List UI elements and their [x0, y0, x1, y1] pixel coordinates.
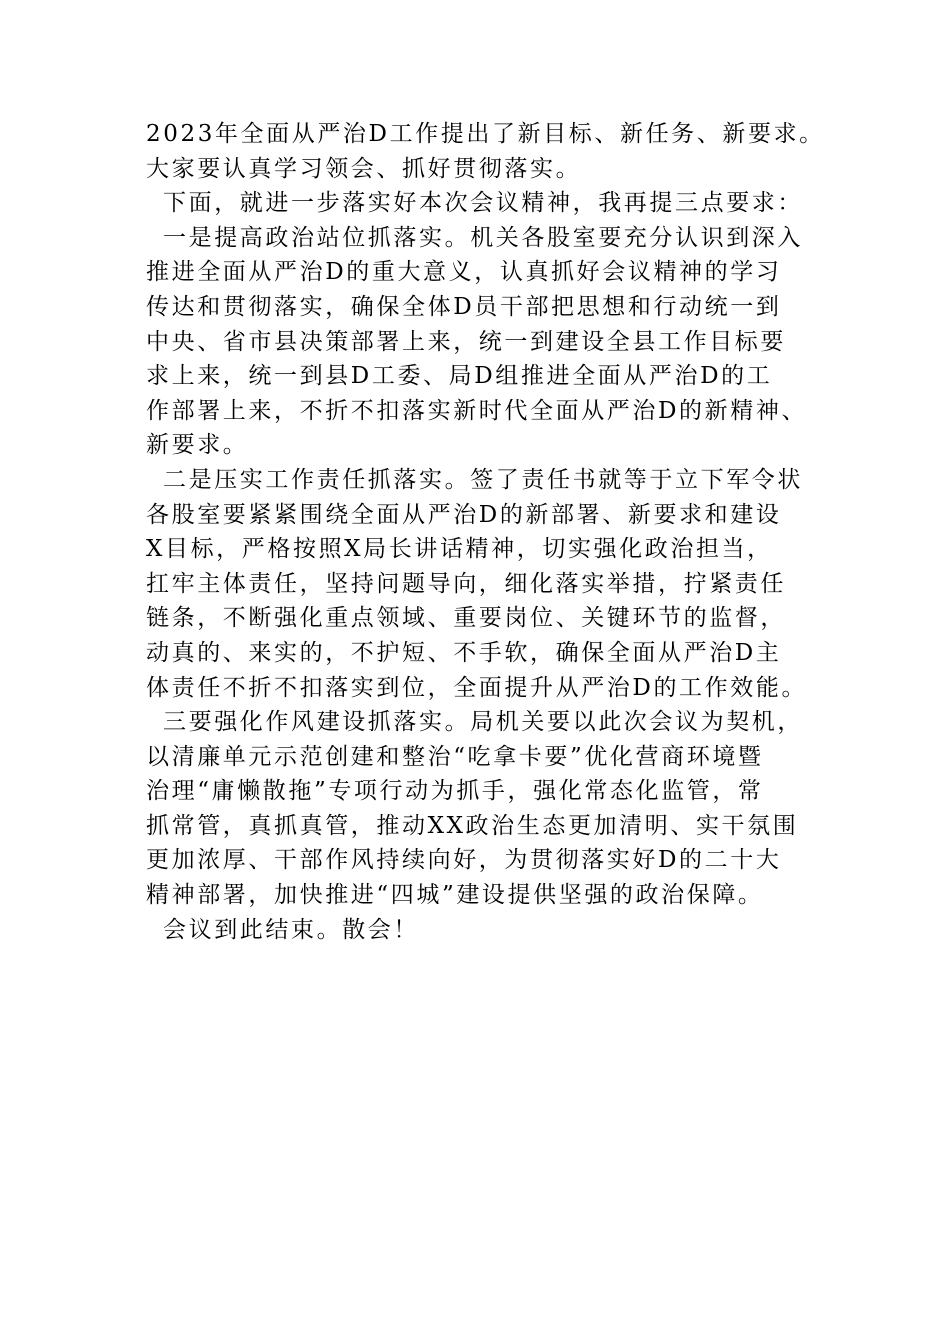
- text-line: X目标，严格按照X局长讲话精神，切实强化政治担当，: [146, 536, 773, 563]
- text-line: 治理“庸懒散拖”专项行动为抓手，强化常态化监管，常: [146, 778, 764, 805]
- text-line: 传达和贯彻落实，确保全体D员干部把思想和行动统一到: [146, 293, 782, 320]
- text-line: 二是压实工作责任抓落实。签了责任书就等于立下军令状: [163, 466, 803, 493]
- text-line: 动真的、来实的，不护短、不手软，确保全面从严治D主: [146, 639, 782, 666]
- text-line: 扛牢主体责任，坚持问题导向，细化落实举措，拧紧责任: [146, 570, 786, 597]
- document-body: [146, 117, 836, 947]
- text-line: 精神部署，加快推进“四城”建设提供坚强的政治保障。: [146, 882, 764, 909]
- text-line: 新要求。: [146, 432, 249, 459]
- text-line: 中央、省市县决策部署上来，统一到建设全县工作目标要: [146, 328, 786, 355]
- text-line: 抓常管，真抓真管，推动XX政治生态更加清明、实干氛围: [146, 812, 799, 839]
- text-line: 一是提高政治站位抓落实。机关各股室要充分认识到深入: [163, 224, 803, 251]
- text-line: 链条，不断强化重点领域、重要岗位、关键环节的监督，: [146, 605, 786, 632]
- text-line: 推进全面从严治D的重大意义，认真抓好会议精神的学习: [146, 259, 782, 286]
- text-line: 下面，就进一步落实好本次会议精神，我再提三点要求：: [163, 190, 803, 217]
- text-line: 各股室要紧紧围绕全面从严治D的新部署、新要求和建设: [146, 501, 782, 528]
- text-line: 会议到此结束。散会！: [163, 916, 419, 943]
- text-line: 更加浓厚、干部作风持续向好，为贯彻落实好D的二十大: [146, 847, 782, 874]
- text-line: 体责任不折不扣落实到位，全面提升从严治D的工作效能。: [146, 674, 808, 701]
- text-line: 作部署上来，不折不扣落实新时代全面从严治D的新精神、: [146, 397, 808, 424]
- text-line: 以清廉单元示范创建和整治“吃拿卡要”优化营商环境暨: [146, 743, 764, 770]
- text-line: 2023年全面从严治D工作提出了新目标、新任务、新要求。: [146, 121, 825, 147]
- text-line: 大家要认真学习领会、抓好贯彻落实。: [146, 155, 582, 182]
- text-line: 三要强化作风建设抓落实。局机关要以此次会议为契机，: [163, 709, 803, 736]
- text-line: 求上来，统一到县D工委、局D组推进全面从严治D的工: [146, 363, 773, 390]
